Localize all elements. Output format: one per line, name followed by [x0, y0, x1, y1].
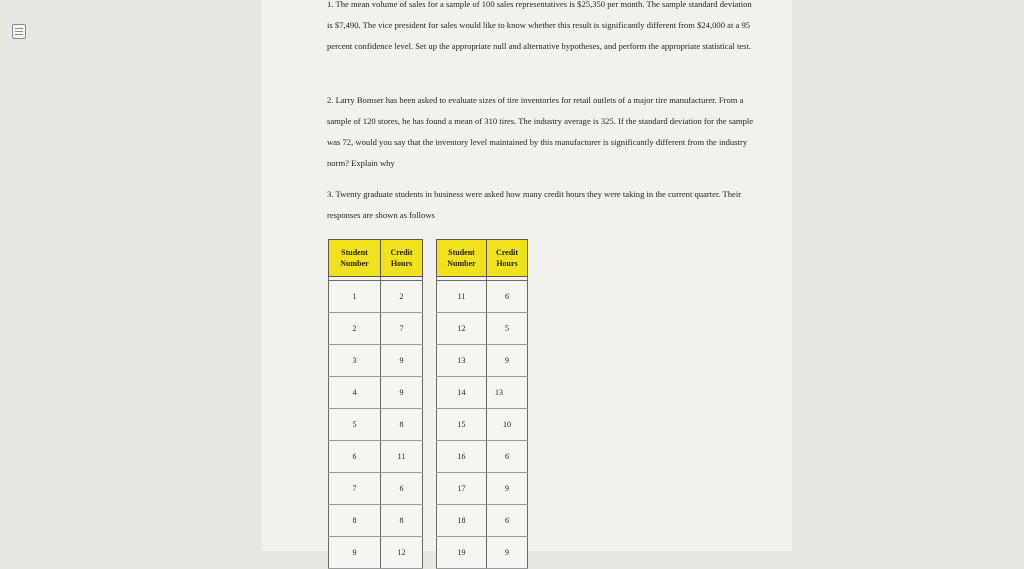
table-row	[437, 537, 528, 569]
table-row	[437, 505, 528, 537]
student-number-cell: 18	[437, 505, 487, 537]
credit-hours-cell: 8	[381, 505, 423, 537]
header-credit-hours: Credit Hours	[487, 240, 528, 277]
table-row	[437, 409, 528, 441]
student-number-cell: 14	[437, 377, 487, 409]
credit-hours-cell: 6	[381, 473, 423, 505]
credit-hours-cell: 9	[381, 345, 423, 377]
student-number-cell: 4	[329, 377, 381, 409]
credit-hours-cell: 12	[381, 537, 423, 569]
credit-hours-cell: 10	[487, 409, 528, 441]
header-student-number: Student Number	[329, 240, 381, 277]
student-number-cell: 5	[329, 409, 381, 441]
credit-hours-cell: 7	[381, 313, 423, 345]
question-1: 1. The mean volume of sales for a sample of 100 sales representatives is $25,350 per month. The sample standard deviation is $7,490. The vice president for sales would like to know whether this result is significantly different from $24,000 at a 95 percent confidence level. Set up the appropriate null and alternative hypotheses, and perform the appropriate statistical test.	[327, 0, 752, 51]
table-row	[329, 441, 423, 473]
student-number-cell: 2	[329, 313, 381, 345]
student-number-cell: 3	[329, 345, 381, 377]
student-number-cell: 12	[437, 313, 487, 345]
credit-hours-table-left	[328, 239, 423, 569]
header-credit-hours: Credit Hours	[381, 240, 423, 277]
table-row	[437, 281, 528, 313]
student-number-cell: 19	[437, 537, 487, 569]
student-number-cell: 17	[437, 473, 487, 505]
document-list-icon[interactable]	[12, 24, 26, 39]
credit-hours-cell: 9	[381, 377, 423, 409]
table-row	[329, 537, 423, 569]
table-row	[437, 313, 528, 345]
student-number-cell: 6	[329, 441, 381, 473]
student-number-cell: 15	[437, 409, 487, 441]
credit-hours-cell: 6	[487, 505, 528, 537]
table-row	[437, 377, 528, 409]
credit-hours-cell: 6	[487, 281, 528, 313]
table-row	[437, 345, 528, 377]
table-row	[437, 441, 528, 473]
student-number-cell: 1	[329, 281, 381, 313]
question-2: 2. Larry Bomser has been asked to evaluate sizes of tire inventories for retail outlets of a major tire manufacturer. From a sample of 120 stores, he has found a mean of 310 tires. The industry average is 325. If the standard deviation for the sample was 72, would you say that the inventory level maintained by this manufacturer is significantly different from the industry norm? Explain why	[327, 95, 754, 168]
credit-hours-cell: 5	[487, 313, 528, 345]
table-row	[329, 281, 423, 313]
student-number-cell: 11	[437, 281, 487, 313]
credit-hours-cell: 8	[381, 409, 423, 441]
question-3: 3. Twenty graduate students in business were asked how many credit hours they were taking in the current quarter. Their responses are shown as follows	[327, 189, 742, 220]
credit-hours-cell: 9	[487, 473, 528, 505]
table-row	[329, 473, 423, 505]
student-number-cell: 7	[329, 473, 381, 505]
table-row	[329, 377, 423, 409]
credit-hours-cell: 11	[381, 441, 423, 473]
credit-hours-table-right	[436, 239, 528, 569]
table-row	[437, 473, 528, 505]
credit-hours-cell: 13	[487, 377, 528, 409]
student-number-cell: 16	[437, 441, 487, 473]
credit-hours-cell: 6	[487, 441, 528, 473]
table-row	[329, 345, 423, 377]
student-number-cell: 13	[437, 345, 487, 377]
table-row	[329, 313, 423, 345]
table-row	[329, 505, 423, 537]
student-number-cell: 8	[329, 505, 381, 537]
credit-hours-cell: 9	[487, 537, 528, 569]
student-number-cell: 9	[329, 537, 381, 569]
credit-hours-cell: 2	[381, 281, 423, 313]
header-student-number: Student Number	[437, 240, 487, 277]
credit-hours-cell: 9	[487, 345, 528, 377]
table-row	[329, 409, 423, 441]
